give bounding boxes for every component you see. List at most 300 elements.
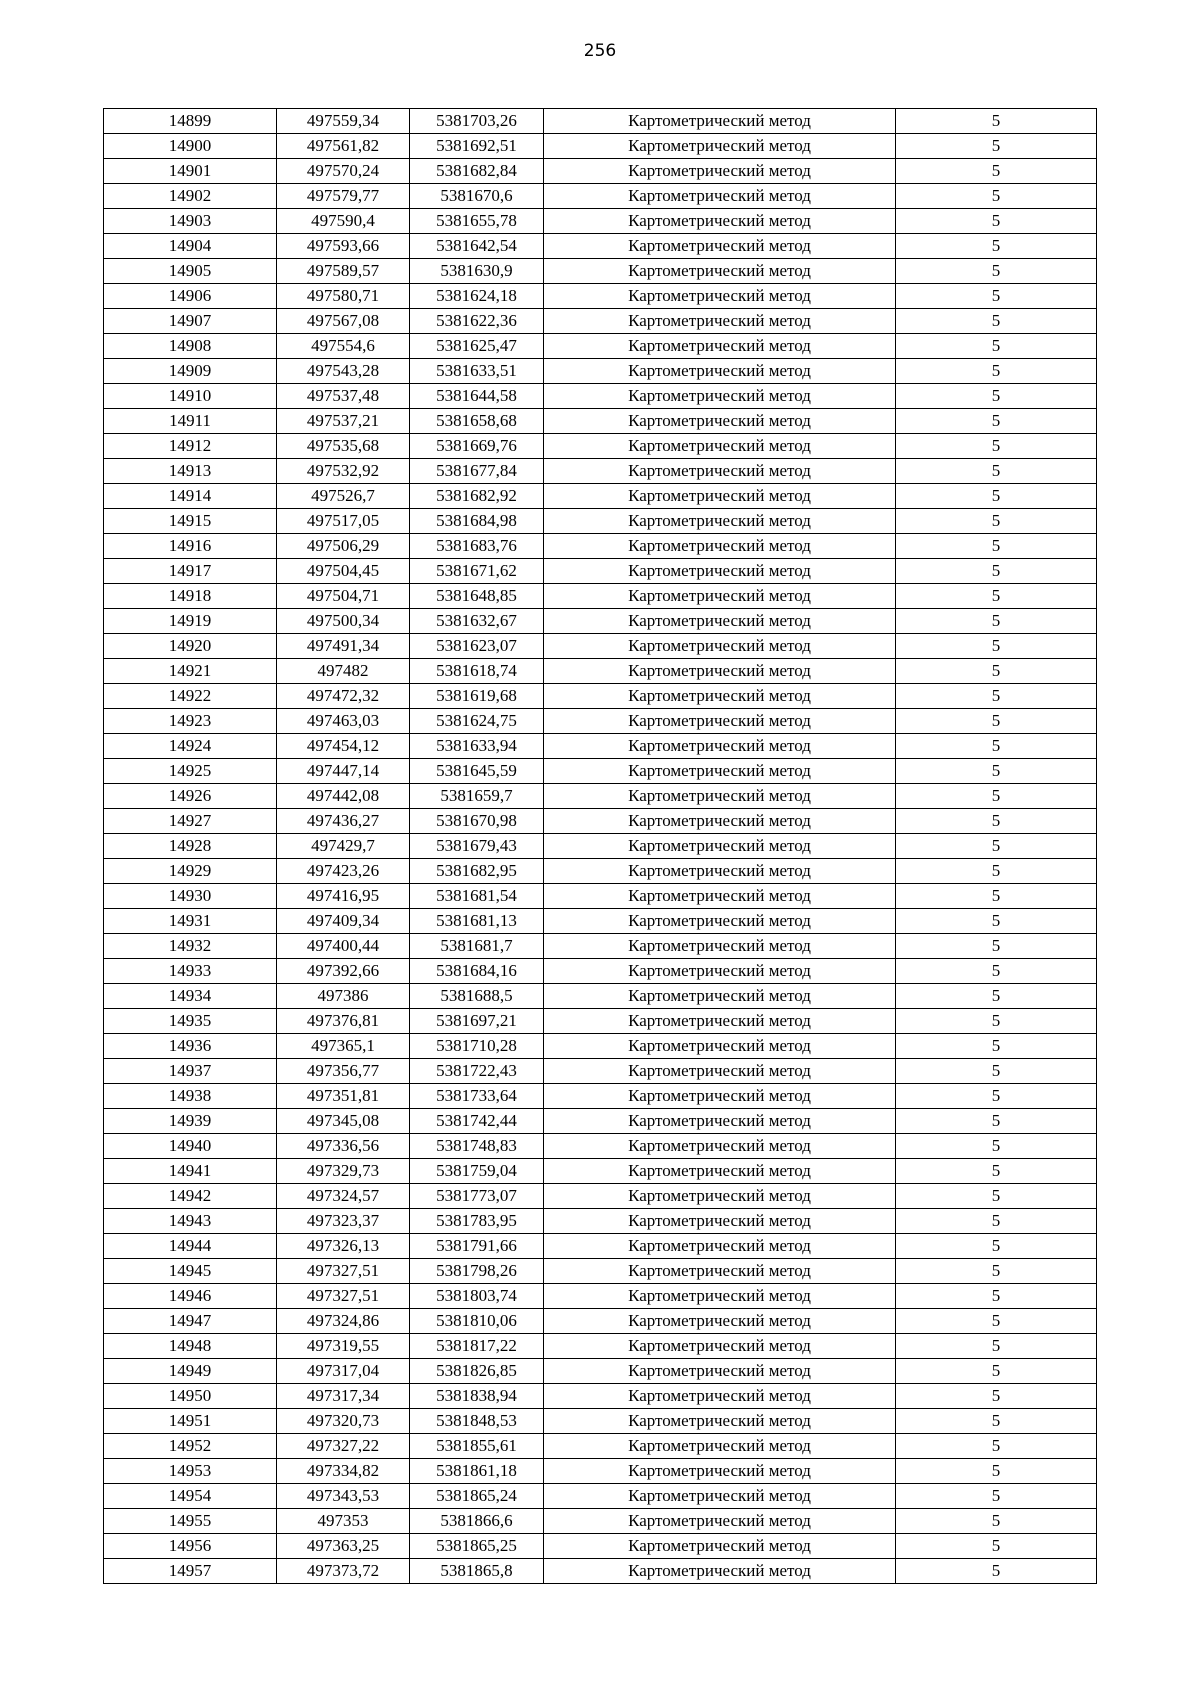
y-coordinate-cell: 5381671,62: [410, 559, 544, 584]
table-row: [104, 809, 1097, 834]
method-cell: Картометрический метод: [544, 509, 896, 534]
method-cell: Картометрический метод: [544, 684, 896, 709]
y-coordinate-cell: 5381783,95: [410, 1209, 544, 1234]
table-row: [104, 1109, 1097, 1134]
y-coordinate-cell: 5381655,78: [410, 209, 544, 234]
y-coordinate-cell: 5381670,98: [410, 809, 544, 834]
y-coordinate-cell: 5381866,6: [410, 1509, 544, 1534]
accuracy-cell: 5: [896, 784, 1097, 809]
y-coordinate-cell: 5381679,43: [410, 834, 544, 859]
y-coordinate-cell: 5381742,44: [410, 1109, 544, 1134]
method-cell: Картометрический метод: [544, 709, 896, 734]
y-coordinate-cell: 5381684,98: [410, 509, 544, 534]
accuracy-cell: 5: [896, 134, 1097, 159]
table-row: [104, 184, 1097, 209]
method-cell: Картометрический метод: [544, 1259, 896, 1284]
x-coordinate-cell: 497392,66: [277, 959, 410, 984]
table-row: [104, 484, 1097, 509]
table-row: [104, 434, 1097, 459]
method-cell: Картометрический метод: [544, 659, 896, 684]
method-cell: Картометрический метод: [544, 334, 896, 359]
table-row: [104, 234, 1097, 259]
point-number-cell: 14926: [104, 784, 277, 809]
point-number-cell: 14905: [104, 259, 277, 284]
method-cell: Картометрический метод: [544, 859, 896, 884]
point-number-cell: 14911: [104, 409, 277, 434]
y-coordinate-cell: 5381861,18: [410, 1459, 544, 1484]
x-coordinate-cell: 497334,82: [277, 1459, 410, 1484]
table-row: [104, 459, 1097, 484]
method-cell: Картометрический метод: [544, 609, 896, 634]
x-coordinate-cell: 497376,81: [277, 1009, 410, 1034]
point-number-cell: 14946: [104, 1284, 277, 1309]
accuracy-cell: 5: [896, 1434, 1097, 1459]
method-cell: Картометрический метод: [544, 184, 896, 209]
point-number-cell: 14924: [104, 734, 277, 759]
method-cell: Картометрический метод: [544, 234, 896, 259]
x-coordinate-cell: 497554,6: [277, 334, 410, 359]
accuracy-cell: 5: [896, 959, 1097, 984]
table-row: [104, 1309, 1097, 1334]
table-row: [104, 1259, 1097, 1284]
point-number-cell: 14938: [104, 1084, 277, 1109]
y-coordinate-cell: 5381748,83: [410, 1134, 544, 1159]
x-coordinate-cell: 497526,7: [277, 484, 410, 509]
method-cell: Картометрический метод: [544, 784, 896, 809]
method-cell: Картометрический метод: [544, 1309, 896, 1334]
x-coordinate-cell: 497423,26: [277, 859, 410, 884]
accuracy-cell: 5: [896, 1209, 1097, 1234]
accuracy-cell: 5: [896, 709, 1097, 734]
accuracy-cell: 5: [896, 584, 1097, 609]
y-coordinate-cell: 5381855,61: [410, 1434, 544, 1459]
method-cell: Картометрический метод: [544, 359, 896, 384]
y-coordinate-cell: 5381803,74: [410, 1284, 544, 1309]
point-number-cell: 14952: [104, 1434, 277, 1459]
point-number-cell: 14942: [104, 1184, 277, 1209]
method-cell: Картометрический метод: [544, 959, 896, 984]
point-number-cell: 14919: [104, 609, 277, 634]
method-cell: Картометрический метод: [544, 1034, 896, 1059]
x-coordinate-cell: 497436,27: [277, 809, 410, 834]
accuracy-cell: 5: [896, 984, 1097, 1009]
table-row: [104, 1409, 1097, 1434]
table-row: [104, 1384, 1097, 1409]
table-row: [104, 134, 1097, 159]
accuracy-cell: 5: [896, 1059, 1097, 1084]
table-row: [104, 309, 1097, 334]
y-coordinate-cell: 5381632,67: [410, 609, 544, 634]
table-row: [104, 159, 1097, 184]
point-number-cell: 14947: [104, 1309, 277, 1334]
y-coordinate-cell: 5381703,26: [410, 109, 544, 134]
point-number-cell: 14929: [104, 859, 277, 884]
method-cell: Картометрический метод: [544, 1209, 896, 1234]
accuracy-cell: 5: [896, 184, 1097, 209]
x-coordinate-cell: 497386: [277, 984, 410, 1009]
point-number-cell: 14940: [104, 1134, 277, 1159]
accuracy-cell: 5: [896, 509, 1097, 534]
point-number-cell: 14939: [104, 1109, 277, 1134]
accuracy-cell: 5: [896, 934, 1097, 959]
method-cell: Картометрический метод: [544, 534, 896, 559]
point-number-cell: 14932: [104, 934, 277, 959]
y-coordinate-cell: 5381848,53: [410, 1409, 544, 1434]
x-coordinate-cell: 497504,45: [277, 559, 410, 584]
method-cell: Картометрический метод: [544, 584, 896, 609]
y-coordinate-cell: 5381645,59: [410, 759, 544, 784]
method-cell: Картометрический метод: [544, 984, 896, 1009]
x-coordinate-cell: 497351,81: [277, 1084, 410, 1109]
x-coordinate-cell: 497579,77: [277, 184, 410, 209]
accuracy-cell: 5: [896, 234, 1097, 259]
point-number-cell: 14931: [104, 909, 277, 934]
accuracy-cell: 5: [896, 409, 1097, 434]
y-coordinate-cell: 5381697,21: [410, 1009, 544, 1034]
y-coordinate-cell: 5381659,7: [410, 784, 544, 809]
y-coordinate-cell: 5381670,6: [410, 184, 544, 209]
method-cell: Картометрический метод: [544, 1159, 896, 1184]
table-row: [104, 584, 1097, 609]
method-cell: Картометрический метод: [544, 1059, 896, 1084]
method-cell: Картометрический метод: [544, 1459, 896, 1484]
accuracy-cell: 5: [896, 1484, 1097, 1509]
x-coordinate-cell: 497329,73: [277, 1159, 410, 1184]
x-coordinate-cell: 497567,08: [277, 309, 410, 334]
method-cell: Картометрический метод: [544, 1384, 896, 1409]
accuracy-cell: 5: [896, 609, 1097, 634]
x-coordinate-cell: 497532,92: [277, 459, 410, 484]
y-coordinate-cell: 5381798,26: [410, 1259, 544, 1284]
table-row: [104, 759, 1097, 784]
x-coordinate-cell: 497327,22: [277, 1434, 410, 1459]
x-coordinate-cell: 497409,34: [277, 909, 410, 934]
y-coordinate-cell: 5381759,04: [410, 1159, 544, 1184]
point-number-cell: 14936: [104, 1034, 277, 1059]
accuracy-cell: 5: [896, 1509, 1097, 1534]
method-cell: Картометрический метод: [544, 634, 896, 659]
method-cell: Картометрический метод: [544, 1434, 896, 1459]
point-number-cell: 14920: [104, 634, 277, 659]
y-coordinate-cell: 5381683,76: [410, 534, 544, 559]
point-number-cell: 14930: [104, 884, 277, 909]
point-number-cell: 14935: [104, 1009, 277, 1034]
point-number-cell: 14907: [104, 309, 277, 334]
accuracy-cell: 5: [896, 859, 1097, 884]
accuracy-cell: 5: [896, 834, 1097, 859]
method-cell: Картометрический метод: [544, 209, 896, 234]
y-coordinate-cell: 5381710,28: [410, 1034, 544, 1059]
accuracy-cell: 5: [896, 484, 1097, 509]
table-row: [104, 1334, 1097, 1359]
point-number-cell: 14941: [104, 1159, 277, 1184]
accuracy-cell: 5: [896, 634, 1097, 659]
accuracy-cell: 5: [896, 1259, 1097, 1284]
x-coordinate-cell: 497561,82: [277, 134, 410, 159]
x-coordinate-cell: 497580,71: [277, 284, 410, 309]
point-number-cell: 14900: [104, 134, 277, 159]
x-coordinate-cell: 497317,04: [277, 1359, 410, 1384]
table-row: [104, 784, 1097, 809]
point-number-cell: 14954: [104, 1484, 277, 1509]
point-number-cell: 14910: [104, 384, 277, 409]
x-coordinate-cell: 497327,51: [277, 1259, 410, 1284]
table-row: [104, 509, 1097, 534]
y-coordinate-cell: 5381722,43: [410, 1059, 544, 1084]
page-number: 256: [583, 41, 617, 61]
x-coordinate-cell: 497491,34: [277, 634, 410, 659]
y-coordinate-cell: 5381791,66: [410, 1234, 544, 1259]
point-number-cell: 14934: [104, 984, 277, 1009]
method-cell: Картометрический метод: [544, 1359, 896, 1384]
x-coordinate-cell: 497343,53: [277, 1484, 410, 1509]
x-coordinate-cell: 497323,37: [277, 1209, 410, 1234]
table-row: [104, 1159, 1097, 1184]
table-row: [104, 984, 1097, 1009]
x-coordinate-cell: 497517,05: [277, 509, 410, 534]
table-row: [104, 384, 1097, 409]
accuracy-cell: 5: [896, 309, 1097, 334]
y-coordinate-cell: 5381681,7: [410, 934, 544, 959]
x-coordinate-cell: 497537,48: [277, 384, 410, 409]
accuracy-cell: 5: [896, 1334, 1097, 1359]
method-cell: Картометрический метод: [544, 1484, 896, 1509]
table-row: [104, 684, 1097, 709]
y-coordinate-cell: 5381630,9: [410, 259, 544, 284]
y-coordinate-cell: 5381633,94: [410, 734, 544, 759]
point-number-cell: 14906: [104, 284, 277, 309]
y-coordinate-cell: 5381644,58: [410, 384, 544, 409]
accuracy-cell: 5: [896, 1159, 1097, 1184]
method-cell: Картометрический метод: [544, 284, 896, 309]
accuracy-cell: 5: [896, 559, 1097, 584]
method-cell: Картометрический метод: [544, 809, 896, 834]
x-coordinate-cell: 497593,66: [277, 234, 410, 259]
accuracy-cell: 5: [896, 434, 1097, 459]
method-cell: Картометрический метод: [544, 884, 896, 909]
y-coordinate-cell: 5381733,64: [410, 1084, 544, 1109]
point-number-cell: 14953: [104, 1459, 277, 1484]
accuracy-cell: 5: [896, 1409, 1097, 1434]
table-row: [104, 284, 1097, 309]
table-row: [104, 1284, 1097, 1309]
y-coordinate-cell: 5381682,84: [410, 159, 544, 184]
x-coordinate-cell: 497590,4: [277, 209, 410, 234]
table-row: [104, 1484, 1097, 1509]
accuracy-cell: 5: [896, 909, 1097, 934]
table-row: [104, 1059, 1097, 1084]
x-coordinate-cell: 497324,86: [277, 1309, 410, 1334]
x-coordinate-cell: 497324,57: [277, 1184, 410, 1209]
table-row: [104, 1034, 1097, 1059]
method-cell: Картометрический метод: [544, 159, 896, 184]
y-coordinate-cell: 5381642,54: [410, 234, 544, 259]
point-number-cell: 14948: [104, 1334, 277, 1359]
point-number-cell: 14943: [104, 1209, 277, 1234]
point-number-cell: 14949: [104, 1359, 277, 1384]
method-cell: Картометрический метод: [544, 559, 896, 584]
x-coordinate-cell: 497400,44: [277, 934, 410, 959]
accuracy-cell: 5: [896, 1309, 1097, 1334]
method-cell: Картометрический метод: [544, 259, 896, 284]
accuracy-cell: 5: [896, 684, 1097, 709]
point-number-cell: 14927: [104, 809, 277, 834]
point-number-cell: 14917: [104, 559, 277, 584]
y-coordinate-cell: 5381865,25: [410, 1534, 544, 1559]
table-row: [104, 609, 1097, 634]
accuracy-cell: 5: [896, 1284, 1097, 1309]
method-cell: Картометрический метод: [544, 1184, 896, 1209]
method-cell: Картометрический метод: [544, 134, 896, 159]
accuracy-cell: 5: [896, 334, 1097, 359]
accuracy-cell: 5: [896, 809, 1097, 834]
point-number-cell: 14921: [104, 659, 277, 684]
accuracy-cell: 5: [896, 459, 1097, 484]
x-coordinate-cell: 497365,1: [277, 1034, 410, 1059]
accuracy-cell: 5: [896, 384, 1097, 409]
method-cell: Картометрический метод: [544, 1334, 896, 1359]
table-row: [104, 859, 1097, 884]
method-cell: Картометрический метод: [544, 309, 896, 334]
table-row: [104, 959, 1097, 984]
point-number-cell: 14956: [104, 1534, 277, 1559]
table-row: [104, 1509, 1097, 1534]
table-row: [104, 1209, 1097, 1234]
table-row: [104, 109, 1097, 134]
x-coordinate-cell: 497373,72: [277, 1559, 410, 1584]
x-coordinate-cell: 497472,32: [277, 684, 410, 709]
point-number-cell: 14916: [104, 534, 277, 559]
point-number-cell: 14899: [104, 109, 277, 134]
y-coordinate-cell: 5381625,47: [410, 334, 544, 359]
method-cell: Картометрический метод: [544, 459, 896, 484]
accuracy-cell: 5: [896, 659, 1097, 684]
x-coordinate-cell: 497320,73: [277, 1409, 410, 1434]
table-row: [104, 1559, 1097, 1584]
accuracy-cell: 5: [896, 759, 1097, 784]
x-coordinate-cell: 497345,08: [277, 1109, 410, 1134]
table-row: [104, 334, 1097, 359]
point-number-cell: 14923: [104, 709, 277, 734]
method-cell: Картометрический метод: [544, 909, 896, 934]
accuracy-cell: 5: [896, 534, 1097, 559]
x-coordinate-cell: 497317,34: [277, 1384, 410, 1409]
y-coordinate-cell: 5381624,18: [410, 284, 544, 309]
accuracy-cell: 5: [896, 1034, 1097, 1059]
y-coordinate-cell: 5381865,8: [410, 1559, 544, 1584]
y-coordinate-cell: 5381677,84: [410, 459, 544, 484]
point-number-cell: 14945: [104, 1259, 277, 1284]
point-number-cell: 14904: [104, 234, 277, 259]
x-coordinate-cell: 497500,34: [277, 609, 410, 634]
table-row: [104, 834, 1097, 859]
y-coordinate-cell: 5381682,92: [410, 484, 544, 509]
method-cell: Картометрический метод: [544, 834, 896, 859]
y-coordinate-cell: 5381658,68: [410, 409, 544, 434]
x-coordinate-cell: 497429,7: [277, 834, 410, 859]
table-row: [104, 634, 1097, 659]
x-coordinate-cell: 497482: [277, 659, 410, 684]
method-cell: Картометрический метод: [544, 1084, 896, 1109]
table-row: [104, 1359, 1097, 1384]
x-coordinate-cell: 497336,56: [277, 1134, 410, 1159]
accuracy-cell: 5: [896, 1534, 1097, 1559]
coordinates-table: [103, 108, 1097, 1584]
table-row: [104, 559, 1097, 584]
x-coordinate-cell: 497570,24: [277, 159, 410, 184]
method-cell: Картометрический метод: [544, 1534, 896, 1559]
table-row: [104, 1534, 1097, 1559]
method-cell: Картометрический метод: [544, 484, 896, 509]
point-number-cell: 14957: [104, 1559, 277, 1584]
y-coordinate-cell: 5381692,51: [410, 134, 544, 159]
x-coordinate-cell: 497326,13: [277, 1234, 410, 1259]
y-coordinate-cell: 5381624,75: [410, 709, 544, 734]
table-row: [104, 934, 1097, 959]
point-number-cell: 14902: [104, 184, 277, 209]
accuracy-cell: 5: [896, 1359, 1097, 1384]
table-row: [104, 1234, 1097, 1259]
x-coordinate-cell: 497319,55: [277, 1334, 410, 1359]
accuracy-cell: 5: [896, 734, 1097, 759]
y-coordinate-cell: 5381688,5: [410, 984, 544, 1009]
method-cell: Картометрический метод: [544, 1234, 896, 1259]
accuracy-cell: 5: [896, 209, 1097, 234]
table-row: [104, 1459, 1097, 1484]
table-row: [104, 359, 1097, 384]
method-cell: Картометрический метод: [544, 1509, 896, 1534]
table-row: [104, 1084, 1097, 1109]
accuracy-cell: 5: [896, 359, 1097, 384]
y-coordinate-cell: 5381684,16: [410, 959, 544, 984]
method-cell: Картометрический метод: [544, 934, 896, 959]
point-number-cell: 14955: [104, 1509, 277, 1534]
table-row: [104, 259, 1097, 284]
x-coordinate-cell: 497353: [277, 1509, 410, 1534]
y-coordinate-cell: 5381618,74: [410, 659, 544, 684]
table-row: [104, 534, 1097, 559]
method-cell: Картометрический метод: [544, 434, 896, 459]
method-cell: Картометрический метод: [544, 1559, 896, 1584]
x-coordinate-cell: 497447,14: [277, 759, 410, 784]
method-cell: Картометрический метод: [544, 759, 896, 784]
y-coordinate-cell: 5381648,85: [410, 584, 544, 609]
y-coordinate-cell: 5381619,68: [410, 684, 544, 709]
accuracy-cell: 5: [896, 1559, 1097, 1584]
table-row: [104, 659, 1097, 684]
accuracy-cell: 5: [896, 109, 1097, 134]
point-number-cell: 14922: [104, 684, 277, 709]
y-coordinate-cell: 5381682,95: [410, 859, 544, 884]
point-number-cell: 14951: [104, 1409, 277, 1434]
table-row: [104, 884, 1097, 909]
x-coordinate-cell: 497543,28: [277, 359, 410, 384]
table-row: [104, 209, 1097, 234]
x-coordinate-cell: 497327,51: [277, 1284, 410, 1309]
point-number-cell: 14912: [104, 434, 277, 459]
method-cell: Картометрический метод: [544, 1109, 896, 1134]
point-number-cell: 14901: [104, 159, 277, 184]
accuracy-cell: 5: [896, 1134, 1097, 1159]
accuracy-cell: 5: [896, 1384, 1097, 1409]
accuracy-cell: 5: [896, 1109, 1097, 1134]
accuracy-cell: 5: [896, 884, 1097, 909]
point-number-cell: 14918: [104, 584, 277, 609]
table-row: [104, 1434, 1097, 1459]
x-coordinate-cell: 497504,71: [277, 584, 410, 609]
point-number-cell: 14909: [104, 359, 277, 384]
y-coordinate-cell: 5381773,07: [410, 1184, 544, 1209]
